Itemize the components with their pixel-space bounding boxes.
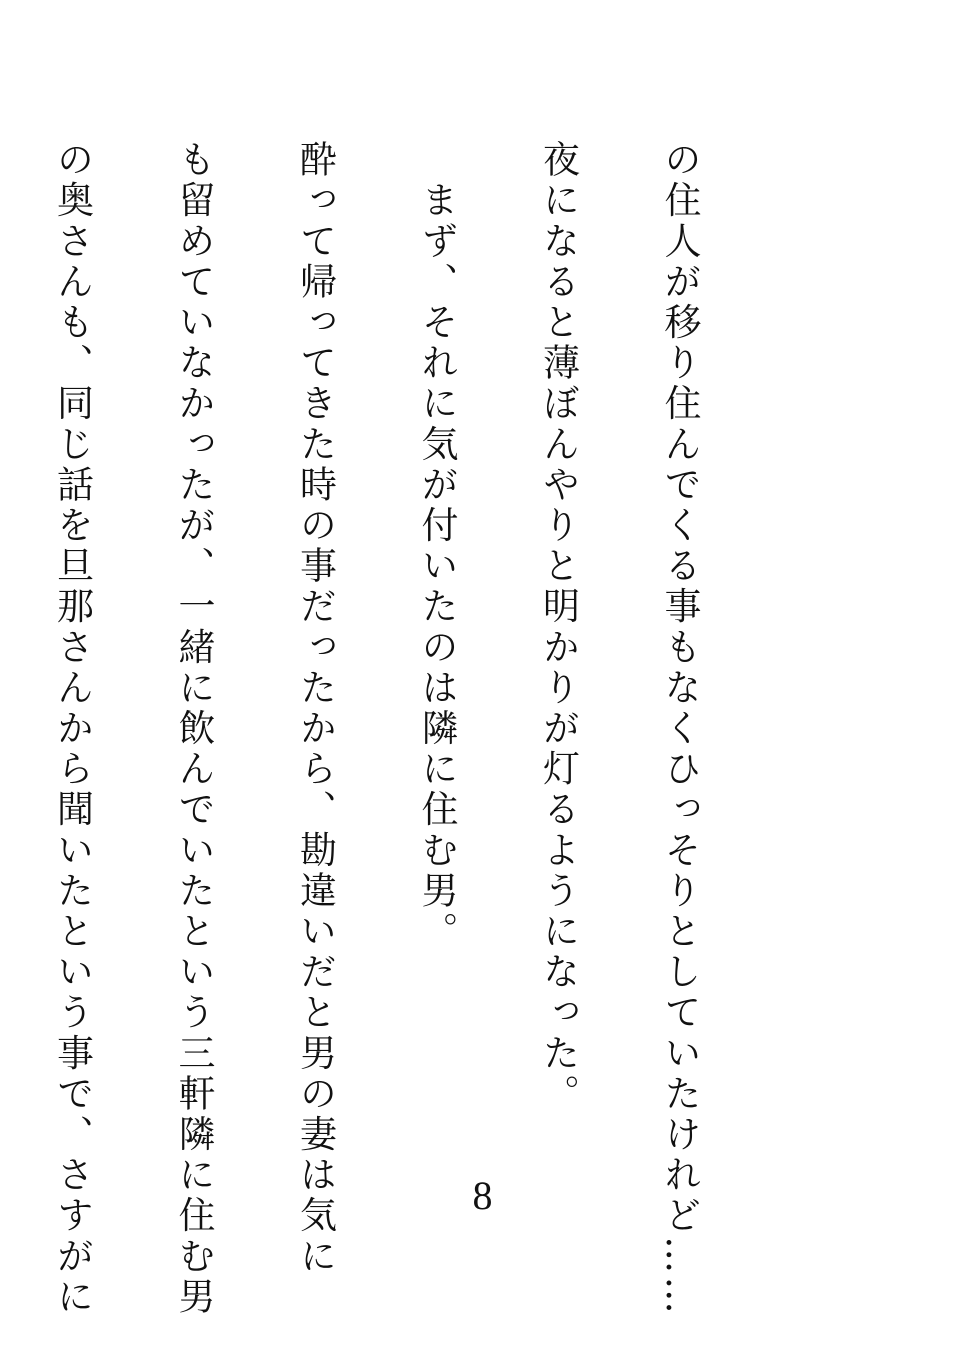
- page-number: 8: [472, 1173, 493, 1218]
- text-line-2: 夜になると薄ぼんやりと明かりが灯るようになった。: [536, 140, 580, 1115]
- text-line-3: まず、それに気が付いたのは隣に住む男。: [415, 140, 458, 952]
- text-line-5: も留めていなかったが、一緒に飲んでいたという三軒隣に住む男: [172, 140, 215, 1318]
- text-line-4: 酔って帰ってきた時の事だったから、勘違いだと男の妻は気に: [293, 140, 337, 1277]
- vertical-text-block: [50, 140, 780, 1318]
- text-line-1: の住人が移り住んでくる事もなくひっそりとしていたけれど……: [658, 140, 701, 1318]
- text-line-6: の奥さんも、同じ話を旦那さんから聞いたという事で、さすがに: [50, 140, 94, 1318]
